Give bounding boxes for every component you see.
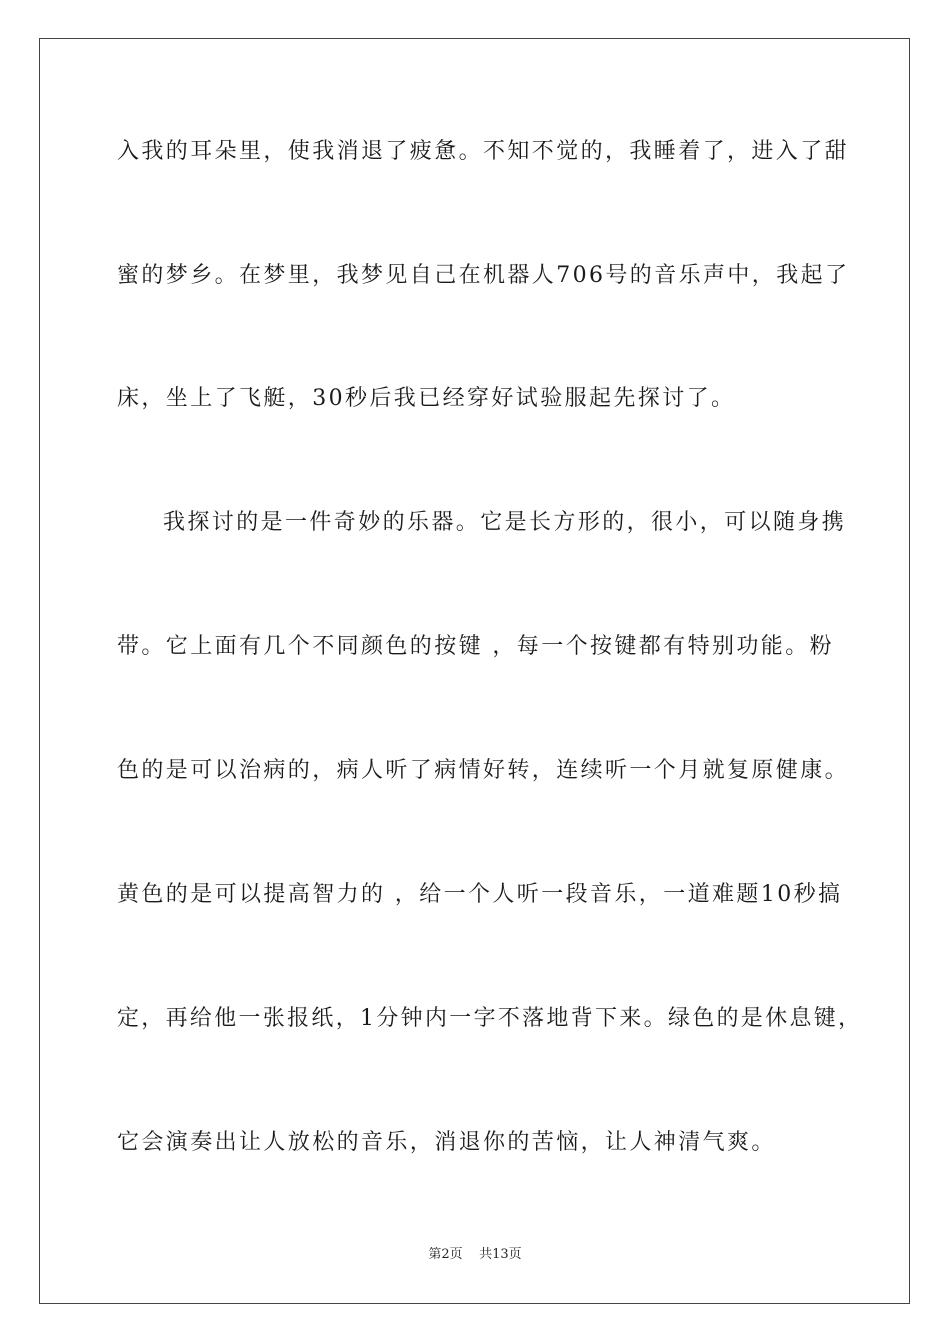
body-text-line: 定，再给他一张报纸，1分钟内一字不落地背下来。绿色的是休息键， [117,1006,863,1031]
page-number: 第2页 [428,1247,463,1262]
body-text-line: 带。它上面有几个不同颜色的按键 ，每一个按键都有特别功能。粉 [117,634,834,659]
page-footer [0,1246,950,1264]
body-text-line: 色的是可以治病的，病人听了病情好转，连续听一个月就复原健康。 [117,758,850,783]
page-border [39,38,910,1304]
total-pages: 共13页 [479,1247,522,1262]
body-text-line: 黄色的是可以提高智力的 ，给一个人听一段音乐，一道难题10秒搞 [117,882,843,907]
body-text-line: 入我的耳朵里，使我消退了疲惫。不知不觉的，我睡着了，进入了甜 [117,139,850,164]
body-text-line: 它会演奏出让人放松的音乐，消退你的苦恼，让人神清气爽。 [117,1130,776,1155]
body-text-line: 蜜的梦乡。在梦里，我梦见自己在机器人706号的音乐声中，我起了 [117,263,850,288]
body-text-line: 床，坐上了飞艇，30秒后我已经穿好试验服起先探讨了。 [117,386,736,411]
paragraph-first-line: 我探讨的是一件奇妙的乐器。它是长方形的，很小，可以随身携 [163,510,847,535]
